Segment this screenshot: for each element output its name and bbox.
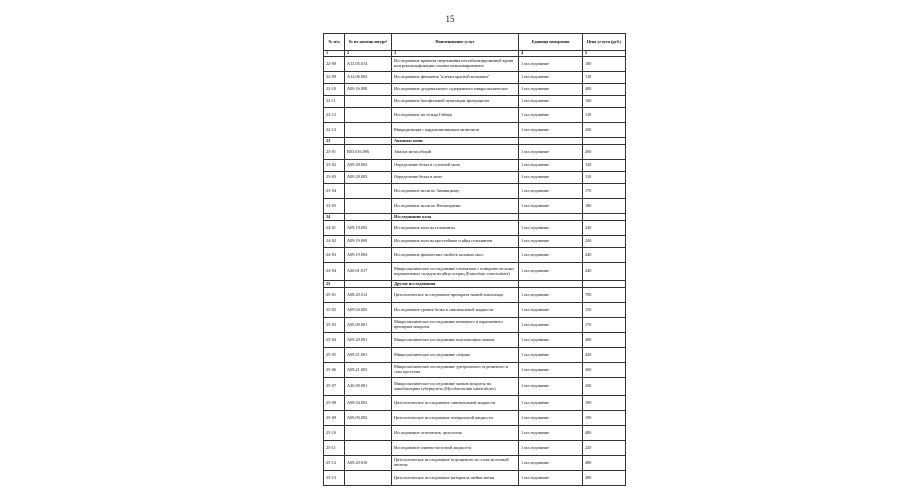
row-number: 25-12 (324, 456, 345, 471)
row-unit: 1 исследование (519, 456, 583, 471)
table-row (324, 221, 626, 236)
row-code (345, 184, 392, 199)
header-row (324, 34, 626, 51)
section-unit (519, 281, 583, 288)
row-unit: 1 исследование (519, 236, 583, 248)
table-row (324, 456, 626, 471)
row-number: 24-03 (324, 248, 345, 263)
column-index: 1 (324, 51, 345, 57)
table-row (324, 145, 626, 160)
row-unit: 1 исследование (519, 378, 583, 396)
row-number: 24-02 (324, 236, 345, 248)
header-unit: Единица измерения (519, 34, 583, 51)
table-row (324, 263, 626, 281)
section-code (345, 214, 392, 221)
section-number: 24 (324, 214, 345, 221)
row-code: A12.06.003 (345, 72, 392, 84)
column-index: 2 (345, 51, 392, 57)
table-body (324, 57, 626, 486)
table-row (324, 318, 626, 333)
section-unit (519, 138, 583, 145)
table-row (324, 236, 626, 248)
header-no: № п/п (324, 34, 345, 51)
table-row (324, 160, 626, 172)
row-number: 22-11 (324, 96, 345, 108)
table-row (324, 288, 626, 303)
row-code: A09.20.010 (345, 456, 392, 471)
header-price: Цена услуги (руб.) (583, 34, 626, 51)
row-unit: 1 исследование (519, 160, 583, 172)
row-number: 25-04 (324, 333, 345, 348)
row-unit: 1 исследование (519, 363, 583, 378)
price-table (323, 33, 626, 486)
row-service-name: Анализ мочи общий (392, 145, 519, 160)
row-price: 480 (583, 333, 626, 348)
row-price: 240 (583, 263, 626, 281)
row-price: 110 (583, 108, 626, 123)
row-number: 25-08 (324, 396, 345, 411)
row-number: 22-09 (324, 72, 345, 84)
row-price: 240 (583, 236, 626, 248)
row-code (345, 96, 392, 108)
row-service-name: Микроскопическое исследование отпечатков с поверхности кожи перианальных складок на яйца остриц (Enterobius vermicularis) (392, 263, 519, 281)
row-code: A12.05.014 (345, 57, 392, 72)
row-price: 160 (583, 96, 626, 108)
table-row (324, 303, 626, 318)
row-price: 220 (583, 441, 626, 456)
row-unit: 1 исследование (519, 303, 583, 318)
row-service-name: Цитологическое исследование материала шейки матки (392, 471, 519, 486)
row-number: 24-04 (324, 263, 345, 281)
row-service-name: Определение белка в моче (392, 172, 519, 184)
row-number: 23-01 (324, 145, 345, 160)
row-price: 480 (583, 456, 626, 471)
page-number: 15 (445, 14, 455, 24)
row-number: 25-05 (324, 348, 345, 363)
row-number: 24-01 (324, 221, 345, 236)
row-price: 240 (583, 248, 626, 263)
row-service-name: Исследование физических свойств каловых масс (392, 248, 519, 263)
row-number: 22-10 (324, 84, 345, 96)
section-title: Анализы мочи (392, 138, 519, 145)
row-service-name: Микроскопическое исследование уретрального отделяемого и сока простаты (392, 363, 519, 378)
row-unit: 1 исследование (519, 348, 583, 363)
row-service-name: Исследование дуоденального содержимого микроскопическое (392, 84, 519, 96)
table-row (324, 411, 626, 426)
row-service-name: Микрореакция с кардиолипиновым антигеном (392, 123, 519, 138)
row-service-name: Цитологическое исследование синовиальной жидкости (392, 396, 519, 411)
section-title: Исследование кала (392, 214, 519, 221)
row-price: 480 (583, 471, 626, 486)
row-service-name: Исследование кала на гельминты (392, 221, 519, 236)
table-row (324, 363, 626, 378)
row-unit: 1 исследование (519, 333, 583, 348)
row-number: 22-08 (324, 57, 345, 72)
row-price: 170 (583, 184, 626, 199)
row-price: 700 (583, 288, 626, 303)
row-service-name: Микроскопическое исследование влагалищных мазков (392, 333, 519, 348)
table-row (324, 96, 626, 108)
section-title: Другие исследования (392, 281, 519, 288)
table-row (324, 441, 626, 456)
section-unit (519, 214, 583, 221)
row-code (345, 123, 392, 138)
row-service-name: Цитологическое исследование отделяемого из соска молочной железы (392, 456, 519, 471)
row-number: 23-04 (324, 184, 345, 199)
table-row (324, 348, 626, 363)
column-index: 5 (583, 51, 626, 57)
row-price: 480 (583, 426, 626, 441)
row-unit: 1 исследование (519, 221, 583, 236)
section-number: 25 (324, 281, 345, 288)
row-number: 25-01 (324, 288, 345, 303)
row-code (345, 108, 392, 123)
row-code: A09.21.003 (345, 363, 392, 378)
row-service-name: Исследование мочи по Нечипоренко (392, 199, 519, 214)
row-number: 25-10 (324, 426, 345, 441)
row-code: A09.21.001 (345, 348, 392, 363)
row-number: 25-03 (324, 318, 345, 333)
row-code: A09.28.003 (345, 160, 392, 172)
table-row (324, 396, 626, 411)
row-number: 25-09 (324, 411, 345, 426)
table-row (324, 72, 626, 84)
row-price: 240 (583, 221, 626, 236)
section-row (324, 281, 626, 288)
row-code: A09.04.005 (345, 303, 392, 318)
row-unit: 1 исследование (519, 411, 583, 426)
row-unit: 1 исследование (519, 441, 583, 456)
row-service-name: Микроскопическое исследование мазков мокроты на микобактерии туберкулеза (Mycobacterium tuberculosis) (392, 378, 519, 396)
row-code (345, 471, 392, 486)
table-row (324, 57, 626, 72)
row-unit: 1 исследование (519, 96, 583, 108)
row-price: 200 (583, 378, 626, 396)
row-service-name: Исследование времени свертывания нестабилизированной крови или рекальцификации плазмы неактивированное (392, 57, 519, 72)
section-row (324, 214, 626, 221)
row-number: 25-06 (324, 363, 345, 378)
row-unit: 1 исследование (519, 471, 583, 486)
row-code: A26.09.001 (345, 378, 392, 396)
table-row (324, 426, 626, 441)
row-unit: 1 исследование (519, 72, 583, 84)
row-number: 22-13 (324, 123, 345, 138)
row-number: 25-02 (324, 303, 345, 318)
row-price: 180 (583, 57, 626, 72)
row-unit: 1 исследование (519, 57, 583, 72)
row-code (345, 426, 392, 441)
row-number: 25-11 (324, 441, 345, 456)
row-code: A08.20.012 (345, 288, 392, 303)
table-row (324, 172, 626, 184)
row-unit: 1 исследование (519, 199, 583, 214)
table-row (324, 378, 626, 396)
row-unit: 1 исследование (519, 248, 583, 263)
row-price: 260 (583, 145, 626, 160)
row-code: A26.01.017 (345, 263, 392, 281)
row-service-name: Исследование мочи по Зимницкому (392, 184, 519, 199)
row-service-name: Микроскопическое исследование спермы (392, 348, 519, 363)
row-number: 23-02 (324, 160, 345, 172)
row-service-name: Исследование на тельца Гейнца (392, 108, 519, 123)
section-price (583, 214, 626, 221)
row-number: 22-12 (324, 108, 345, 123)
table-row (324, 108, 626, 123)
column-index: 4 (519, 51, 583, 57)
table-row (324, 184, 626, 199)
section-row (324, 138, 626, 145)
row-number: 23-05 (324, 199, 345, 214)
row-code: A09.16.008 (345, 84, 392, 96)
table-row (324, 333, 626, 348)
row-price: 420 (583, 348, 626, 363)
row-price: 400 (583, 84, 626, 96)
row-code: A09.09.001 (345, 318, 392, 333)
row-unit: 1 исследование (519, 172, 583, 184)
row-code (345, 199, 392, 214)
table-row (324, 199, 626, 214)
table-row (324, 123, 626, 138)
row-unit: 1 исследование (519, 84, 583, 96)
row-code: B03.016.006 (345, 145, 392, 160)
row-price: 190 (583, 396, 626, 411)
row-code: A09.19.004 (345, 248, 392, 263)
row-number: 25-07 (324, 378, 345, 396)
row-code: A09.09.002 (345, 411, 392, 426)
row-price: 180 (583, 199, 626, 214)
row-service-name: Цитологическое исследование плевральной жидкости (392, 411, 519, 426)
row-price: 110 (583, 172, 626, 184)
table-row (324, 471, 626, 486)
row-price: 120 (583, 160, 626, 172)
row-unit: 1 исследование (519, 263, 583, 281)
row-code: A09.19.009 (345, 236, 392, 248)
column-index: 3 (392, 51, 519, 57)
row-number: 23-03 (324, 172, 345, 184)
row-service-name: Микроскопическое исследование нативного и окрашенного препарата мокроты (392, 318, 519, 333)
row-service-name: Определение белка в суточной моче (392, 160, 519, 172)
section-price (583, 138, 626, 145)
row-service-name: Исследование феномена "клетки красной волчанки" (392, 72, 519, 84)
row-unit: 1 исследование (519, 318, 583, 333)
row-code: A09.28.003 (345, 172, 392, 184)
row-price: 110 (583, 72, 626, 84)
row-price: 360 (583, 363, 626, 378)
row-service-name: Исследование спинно-мозговой жидкости (392, 441, 519, 456)
section-code (345, 281, 392, 288)
row-unit: 1 исследование (519, 396, 583, 411)
row-code: A09.04.002 (345, 396, 392, 411)
row-unit: 1 исследование (519, 123, 583, 138)
header-name: Наименование услуг (392, 34, 519, 51)
row-code (345, 441, 392, 456)
row-unit: 1 исследование (519, 145, 583, 160)
row-service-name: Цитологическое исследование препарата тканей влагалища (392, 288, 519, 303)
row-unit: 1 исследование (519, 184, 583, 199)
row-service-name: Исследование отпечатков, цитология (392, 426, 519, 441)
row-price: 200 (583, 123, 626, 138)
row-price: 150 (583, 303, 626, 318)
row-code: A09.20.001 (345, 333, 392, 348)
row-code: A09.19.002 (345, 221, 392, 236)
row-price: 190 (583, 411, 626, 426)
table-row (324, 248, 626, 263)
row-unit: 1 исследование (519, 426, 583, 441)
section-code (345, 138, 392, 145)
row-service-name: Исследование уровня белка в синовиальной жидкости (392, 303, 519, 318)
row-number: 25-13 (324, 471, 345, 486)
row-service-name: Исследование кала на простейшие и яйца гельминтов (392, 236, 519, 248)
row-service-name: Исследование базофильной пунктации эритроцитов (392, 96, 519, 108)
row-unit: 1 исследование (519, 288, 583, 303)
section-price (583, 281, 626, 288)
row-price: 170 (583, 318, 626, 333)
header-code: № по номенклатуре¹ (345, 34, 392, 51)
section-number: 23 (324, 138, 345, 145)
table-row (324, 84, 626, 96)
row-unit: 1 исследование (519, 108, 583, 123)
